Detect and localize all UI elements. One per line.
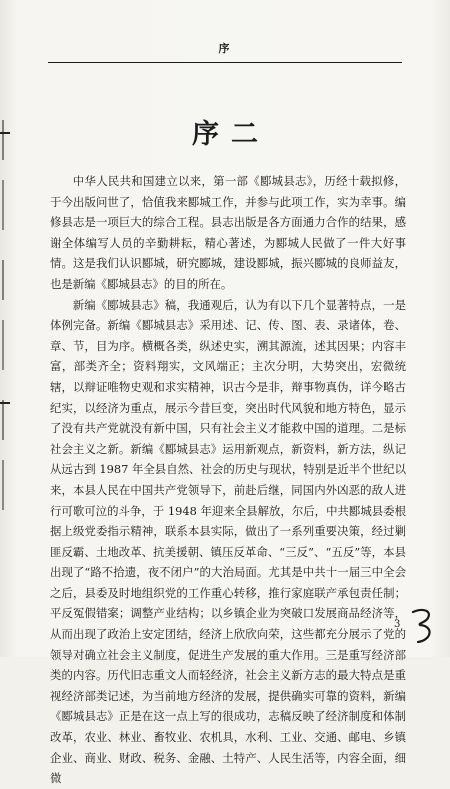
header-rule bbox=[48, 62, 402, 63]
scan-tick-mark bbox=[0, 402, 10, 404]
page-title: 序二 bbox=[192, 119, 270, 150]
paragraph: 新编《郾城县志》稿，我通观后，认为有以下几个显著特点，一是体例完备。新编《郾城县志》采用述、记、传、图、表、录诸体，卷、章、节，目为序。横概各类，纵述史实，溯其源流，述其因果；内容丰富，部类齐全；资料翔实，文风端正；主次分明，大势突出，宏微统辖，以辩证唯物史观和求实精神，识古今是非，辩事物真伪，详今略古纪实，以经济为重点，展示今昔巨变，突出时代风貌和地方特色，显示了没有共产党就没有新中国，只有社会主义才能救中国的道理。二是标社会主义之新。新编《郾城县志》运用新观点，新资料，新方法，纵记从远古到 1987 年全县自然、社会的历史与现状，特别是近半个世纪以来，本县人民在中国共产党领导下，前赴后继，同国内外凶恶的敌人进行可歌可泣的斗争，于 1948 年迎来全县解放，尔后，中共郾城县委根据上级党委指示精神，联系本县实际，做出了一系列重要决策，经过剿匪反霸、土地改革、抗美援朝、镇压反革命、“三反”、“五反”等，本县出现了“路不拾遗，夜不闭户”的大治局面。尤其是中共十一届三中全会之后，县委及时地组织党的工作重心转移，推行家庭联产承包责任制；平反冤假错案；调整产业结构；以乡镇企业为突破口发展商品经济等，从而出现了政治上安定团结，经济上欣欣向荣，这些都充分展示了党的领导对确立社会主义制度，促进生产发展的重大作用。三是重写经济部类的内容。历代旧志重文人而轻经济，社会主义新方志的最大特点是重视经济部类记述，为当前地方经济的发展，提供确实可靠的资料，新编《郾城县志》正是在这一点上写的很成功，志稿反映了经济制度和体制改革，农业、林业、畜牧业、农机具，水利、工业、交通、邮电、乡镇企业、商业、财政、税务、金融、土特产、人民生活等，内容全面，细微 bbox=[50, 297, 406, 786]
paragraph: 中华人民共和国建立以来，第一部《郾城县志》，历经十载拟修，于今出版问世了，恰值我来郾城工作，并参与此项工作，实为幸事。编修县志是一项巨大的综合工程。县志出版是各方面通力合作的结果，感谢全体编写人员的辛勤耕耘，精心著述，为郾城人民做了一件大好事情。这是我们认识郾城，研究郾城，建设郾城，振兴郾城的良师益友，也是新编《郾城县志》的目的所在。 bbox=[50, 174, 406, 291]
page-number: 3 bbox=[394, 619, 401, 630]
running-head: 序 bbox=[218, 42, 232, 55]
body-text bbox=[50, 171, 406, 789]
scan-edge-artifact bbox=[2, 120, 4, 540]
handwritten-mark-icon bbox=[408, 606, 438, 646]
